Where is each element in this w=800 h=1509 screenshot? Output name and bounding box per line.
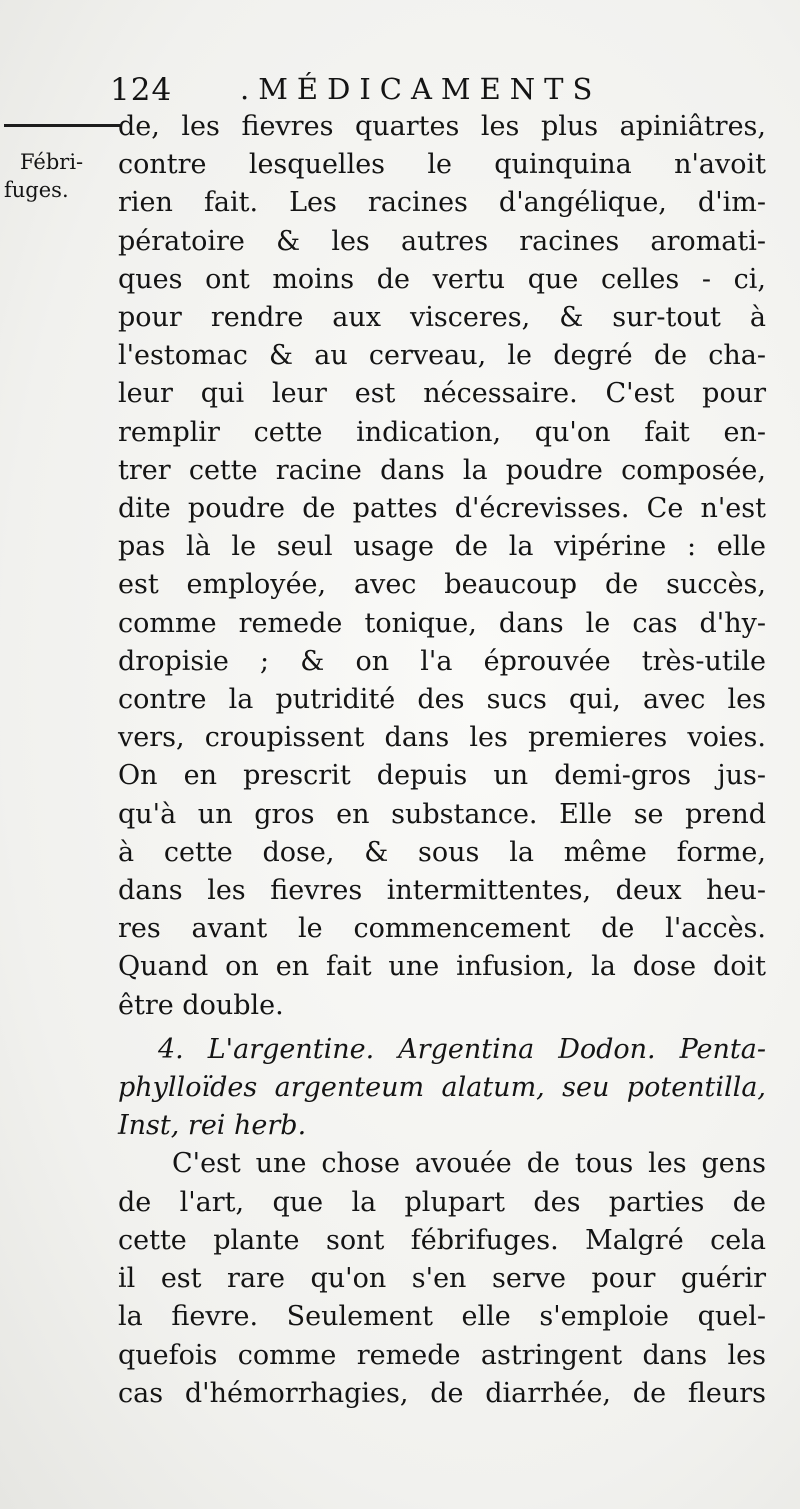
- text-line: de l'art, que la plupart des parties de: [118, 1186, 766, 1218]
- page-number: 124: [110, 72, 173, 108]
- text-line: rien fait. Les racines d'angélique, d'im-: [118, 187, 766, 219]
- entry-heading-line: 4. L'argentine. Argentina Dodon. Penta-: [158, 1033, 766, 1065]
- text-line: contre lesquelles le quinquina n'avoit: [118, 149, 766, 181]
- text-line: il est rare qu'on s'en serve pour guérir: [118, 1263, 766, 1295]
- text-line: Quand on en fait une infusion, la dose doit: [118, 951, 766, 983]
- text-line: de, les fievres quartes les plus apiniâtres,: [118, 111, 766, 142]
- running-title: .MÉDICAMENTS: [240, 72, 602, 106]
- text-line: ques ont moins de vertu que celles - ci,: [118, 263, 766, 295]
- text-line: pératoire & les autres racines aromati-: [118, 225, 766, 257]
- text-line: comme remede tonique, dans le cas d'hy-: [118, 607, 766, 639]
- entry-heading-line: phylloïdes argenteum alatum, seu potentilla,: [118, 1072, 766, 1104]
- text-line: remplir cette indication, qu'on fait en-: [118, 416, 766, 448]
- margin-note-line: Fébri-: [20, 150, 84, 174]
- text-line: qu'à un gros en substance. Elle se prend: [118, 798, 766, 830]
- text-line: pour rendre aux visceres, & sur-tout à: [118, 302, 766, 334]
- text-line: On en prescrit depuis un demi-gros jus-: [118, 760, 766, 792]
- text-line: cette plante sont fébrifuges. Malgré cela: [118, 1224, 766, 1256]
- text-line: res avant le commencement de l'accès.: [118, 913, 766, 945]
- text-line: à cette dose, & sous la même forme,: [118, 836, 766, 868]
- text-line: quefois comme remede astringent dans les: [118, 1339, 766, 1371]
- text-line: contre la putridité des sucs qui, avec les: [118, 684, 766, 716]
- text-line: dans les fievres intermittentes, deux heu-: [118, 875, 766, 907]
- entry-heading-line: Inst, rei herb.: [118, 1110, 307, 1142]
- text-line: l'estomac & au cerveau, le degré de cha-: [118, 340, 766, 372]
- margin-note: [4, 148, 114, 204]
- text-line: C'est une chose avouée de tous les gens: [172, 1148, 766, 1180]
- text-line: la fievre. Seulement elle s'emploie quel-: [118, 1301, 766, 1333]
- text-line: pas là le seul usage de la vipérine : elle: [118, 531, 766, 563]
- text-line: trer cette racine dans la poudre composée,: [118, 454, 766, 486]
- margin-rule: [4, 124, 120, 127]
- text-line: vers, croupissent dans les premieres voies.: [118, 722, 766, 754]
- text-line: est employée, avec beaucoup de succès,: [118, 569, 766, 601]
- text-line: être double.: [118, 989, 284, 1021]
- text-line: cas d'hémorrhagies, de diarrhée, de fleurs: [118, 1377, 766, 1409]
- margin-note-line: fuges.: [4, 178, 69, 202]
- text-line: dite poudre de pattes d'écrevisses. Ce n'est: [118, 493, 766, 525]
- text-line: dropisie ; & on l'a éprouvée très-utile: [118, 645, 766, 677]
- body-text: [118, 108, 766, 1413]
- text-line: leur qui leur est nécessaire. C'est pour: [118, 378, 766, 410]
